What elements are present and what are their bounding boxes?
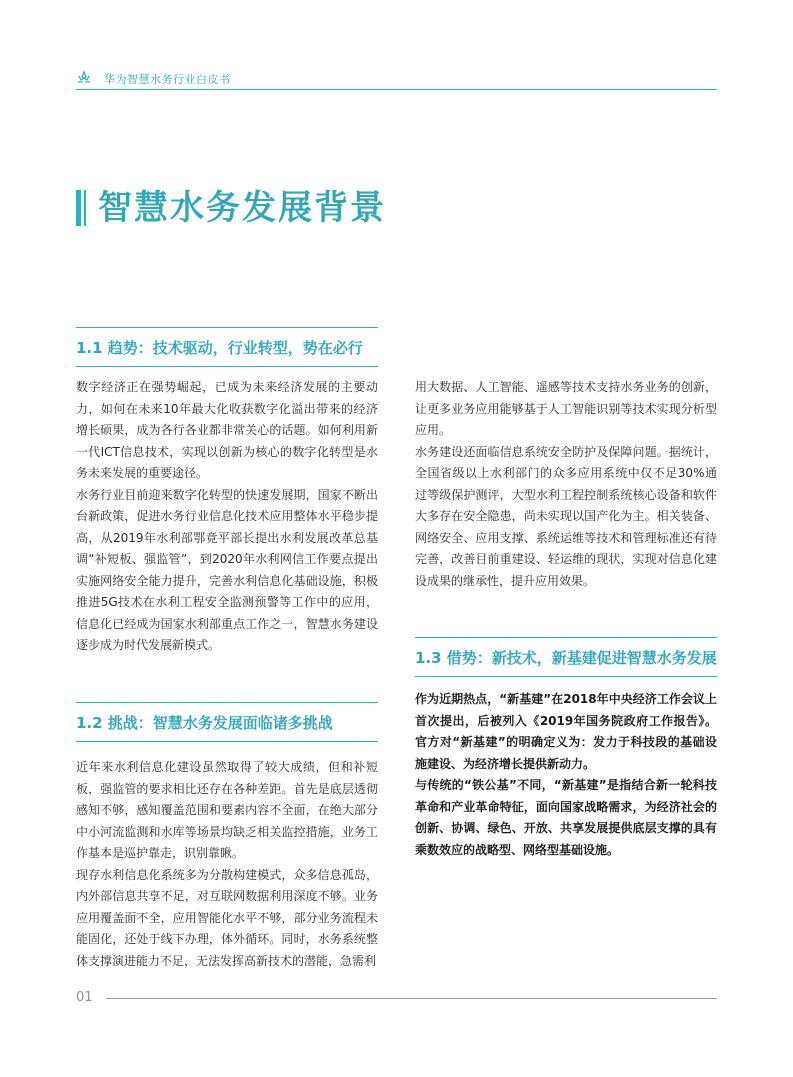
paragraph: 水务建设还面临信息系统安全防护及保障问题。据统计，全国省级以上水利部门的众多应用系统中仅不足30%通过等级保护测评，大型水利工程控制系统核心设备和软件大多存在安全隐患，尚未实现以国产化为主。相关装备、网络安全、应用支撑、系统运维等技术和管理标准还有待完善，改善目前重建设、轻运维的现状，实现对信息化建设成果的继承性，提升应用效果。 [415,444,717,588]
title-accent-bar-thin [84,190,86,226]
footer-divider [106,998,717,999]
paragraph: 水务行业目前迎来数字化转型的快速发展期，国家不断出台新政策，促进水务行业信息化技术应用整体水平稳步提高，从2019年水利部鄂竟平部长提出水利发展改革总基调“补短板、强监管”，到2020年水利网信工作要点提出实施网络安全能力提升，完善水利信息化基础设施，积极推进5G技术在水利工程安全监测预警等工作中的应用，信息化已经成为国家水利部重点工作之一，智慧水务建设逐步成为时代发展新模式。 [76,487,378,652]
paragraph: 与传统的“铁公基”不同，“新基建”是指结合新一轮科技革命和产业革命特征，面向国家战略需求，为经济社会的创新、协调、绿色、开放、共享发展提供底层支撑的具有乘数效应的战略型、网络型基础设施。 [415,778,717,857]
page-header [76,68,717,90]
paragraph: 现存水利信息化系统多为分散构建模式，众多信息孤岛，内外部信息共享不足，对互联网数据利用深度不够。业务应用覆盖面不全，应用智能化水平不够，部分业务流程未能固化，还处于线下办理，体外循环。同时，水务系统整体支撑演进能力不足，无法发挥高新技术的潜能，急需利 [76,867,378,968]
section-heading-1-1 [76,327,378,367]
section-body-1-3 [415,689,717,861]
paragraph: 近年来水利信息化建设虽然取得了较大成绩，但和补短板，强监管的要求相比还存在各种差距。首先是底层透彻感知不够，感知覆盖范围和要素内容不全面，在绝大部分中小河流监测和水库等场景均缺乏相关监控措施，业务工作基本是巡护靠走，识别靠瞅。 [76,760,378,860]
page-title-text: 智慧水务发展背景 [98,188,386,228]
page-number: 01 [76,990,93,1005]
page-footer [76,990,717,1008]
section-title: 1.1 趋势：技术驱动，行业转型，势在必行 [76,339,363,357]
huawei-logo-icon [76,70,92,86]
paragraph: 用大数据、人工智能、遥感等技术支持水务业务的创新，让更多业务应用能够基于人工智能识别等技术实现分析型应用。 [415,380,717,437]
paragraph: 作为近期热点，“新基建”在2018年中央经济工作会议上首次提出，后被列入《2019年国务院政府工作报告》。官方对“新基建”的明确定义为：发力于科技段的基础设施建设、为经济增长提供新动力。 [415,692,717,771]
section-title: 1.2 挑战：智慧水务发展面临诸多挑战 [76,714,333,732]
header-title: 华为智慧水务行业白皮书 [104,73,231,86]
title-accent-bar [76,190,81,226]
section-heading-1-2 [76,702,378,742]
section-heading-1-3 [415,637,717,677]
section-body-1-1 [76,377,378,657]
column-2-continuation [415,377,717,592]
section-body-1-2 [76,757,378,972]
section-title: 1.3 借势：新技术，新基建促进智慧水务发展 [415,649,717,667]
paragraph: 数字经济正在强势崛起，已成为未来经济发展的主要动力，如何在未来10年最大化收获数字化溢出带来的经济增长硕果，成为各行各业都非常关心的话题。如何利用新一代ICT信息技术，实现以创新为核心的数字化转型是水务未来发展的重要途径。 [76,380,378,480]
